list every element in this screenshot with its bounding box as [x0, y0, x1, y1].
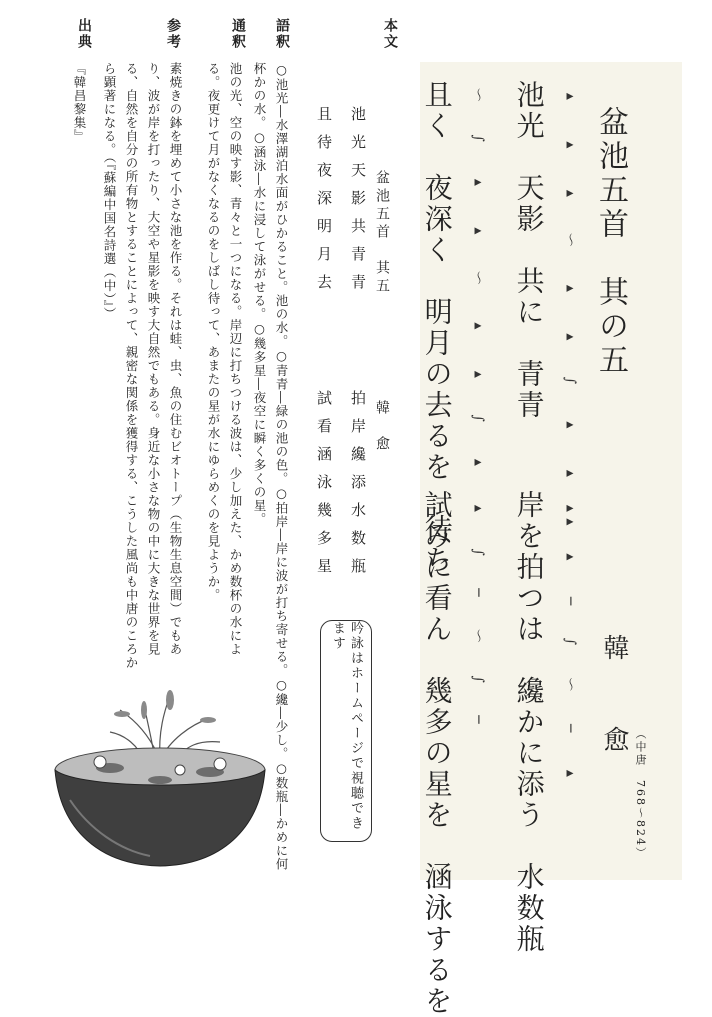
heading-honbun: 本文 [382, 18, 398, 50]
kanbun-line-4: 試看涵泳幾多星 [315, 390, 333, 586]
notice-box [320, 620, 372, 842]
heading-shutten: 出典 [76, 18, 92, 50]
poem-line-2: 岸を拍つは 纔かに添う 水数瓶 [512, 490, 546, 955]
heading-sankou: 参考 [165, 18, 181, 50]
poem-line-4: 試みに看ん 幾多の星を 涵泳するを [420, 490, 454, 1017]
poem-title: 盆池五首 其の五 [593, 106, 628, 378]
pond-bowl-illustration [40, 690, 280, 870]
poem-years: （中唐 768〜824） [634, 728, 647, 860]
reference-text: 素焼きの鉢を埋めて小さな池を作る。それは蛙、虫、魚の住むビオトープ（生物生息空間）でもあり、波が岸を打ったり、大空や星影を映す大自然でもある。身近な小さな物の中に大きな世界を見る、自然を自分の所有物とすることによって、親密な関係を獲得する、こうした風尚も中唐のころから顕著になる。（『蘇編中国名詩選（中）』） [102, 62, 183, 670]
poem-author: 韓 愈 [599, 634, 629, 772]
kanbun-line-1: 池光天影共青青 [349, 106, 367, 302]
poem-line-1: 池光 天影 共に 青青 [512, 80, 546, 421]
notice-text: 吟詠はホームページで視聴できます [330, 621, 363, 831]
intonation-marks-col1: ▸ ▸ ▸ ～ ▸ ▸ ∫ ▸ ▸ ▸ [562, 88, 578, 544]
heading-tsuuyaku: 通釈 [230, 18, 246, 50]
kanbun-title: 盆池五首 其五 [374, 170, 390, 296]
intonation-marks-col4: ▸ ∫ ─ ～ ∫ ─ [470, 500, 486, 738]
intonation-marks-col3: ～ ∫ ▸ ▸ ～ ▸ ▸ ∫ ▸ [470, 88, 486, 485]
intonation-marks-col2: ▸ ▸ ─ ∫ ～ ─ ▸ [562, 500, 578, 795]
kanbun-line-2: 拍岸纔添水数瓶 [349, 390, 367, 586]
glossary-text: ○池光―水澤湖泊水面がひかること。池の水。○青青―緑の池の色。○拍岸―岸に波が打ち寄せる。○纔―少し。○数瓶―かめに何杯かの水。○涵泳―水に浸して泳がせる。○幾多星―夜空に瞬く多くの星。 [252, 62, 289, 871]
poem-line-3: 且く 夜深く 明月の去るを 待ち [420, 80, 454, 576]
heading-goyaku: 語釈 [274, 18, 290, 50]
translation-text: 池の光、空の映す影、青々と一つになる。岸辺に打ちつける波は、少し加えた、かめ数杯の水による。夜更けて月がなくなるのをしばし待って、あまたの星が水にゆらめくのを見ようか。 [206, 62, 243, 656]
kanbun-line-3: 且待夜深明月去 [315, 106, 333, 302]
source-text: 『韓昌黎集』 [72, 62, 87, 143]
kanbun-author: 韓 愈 [374, 400, 390, 454]
